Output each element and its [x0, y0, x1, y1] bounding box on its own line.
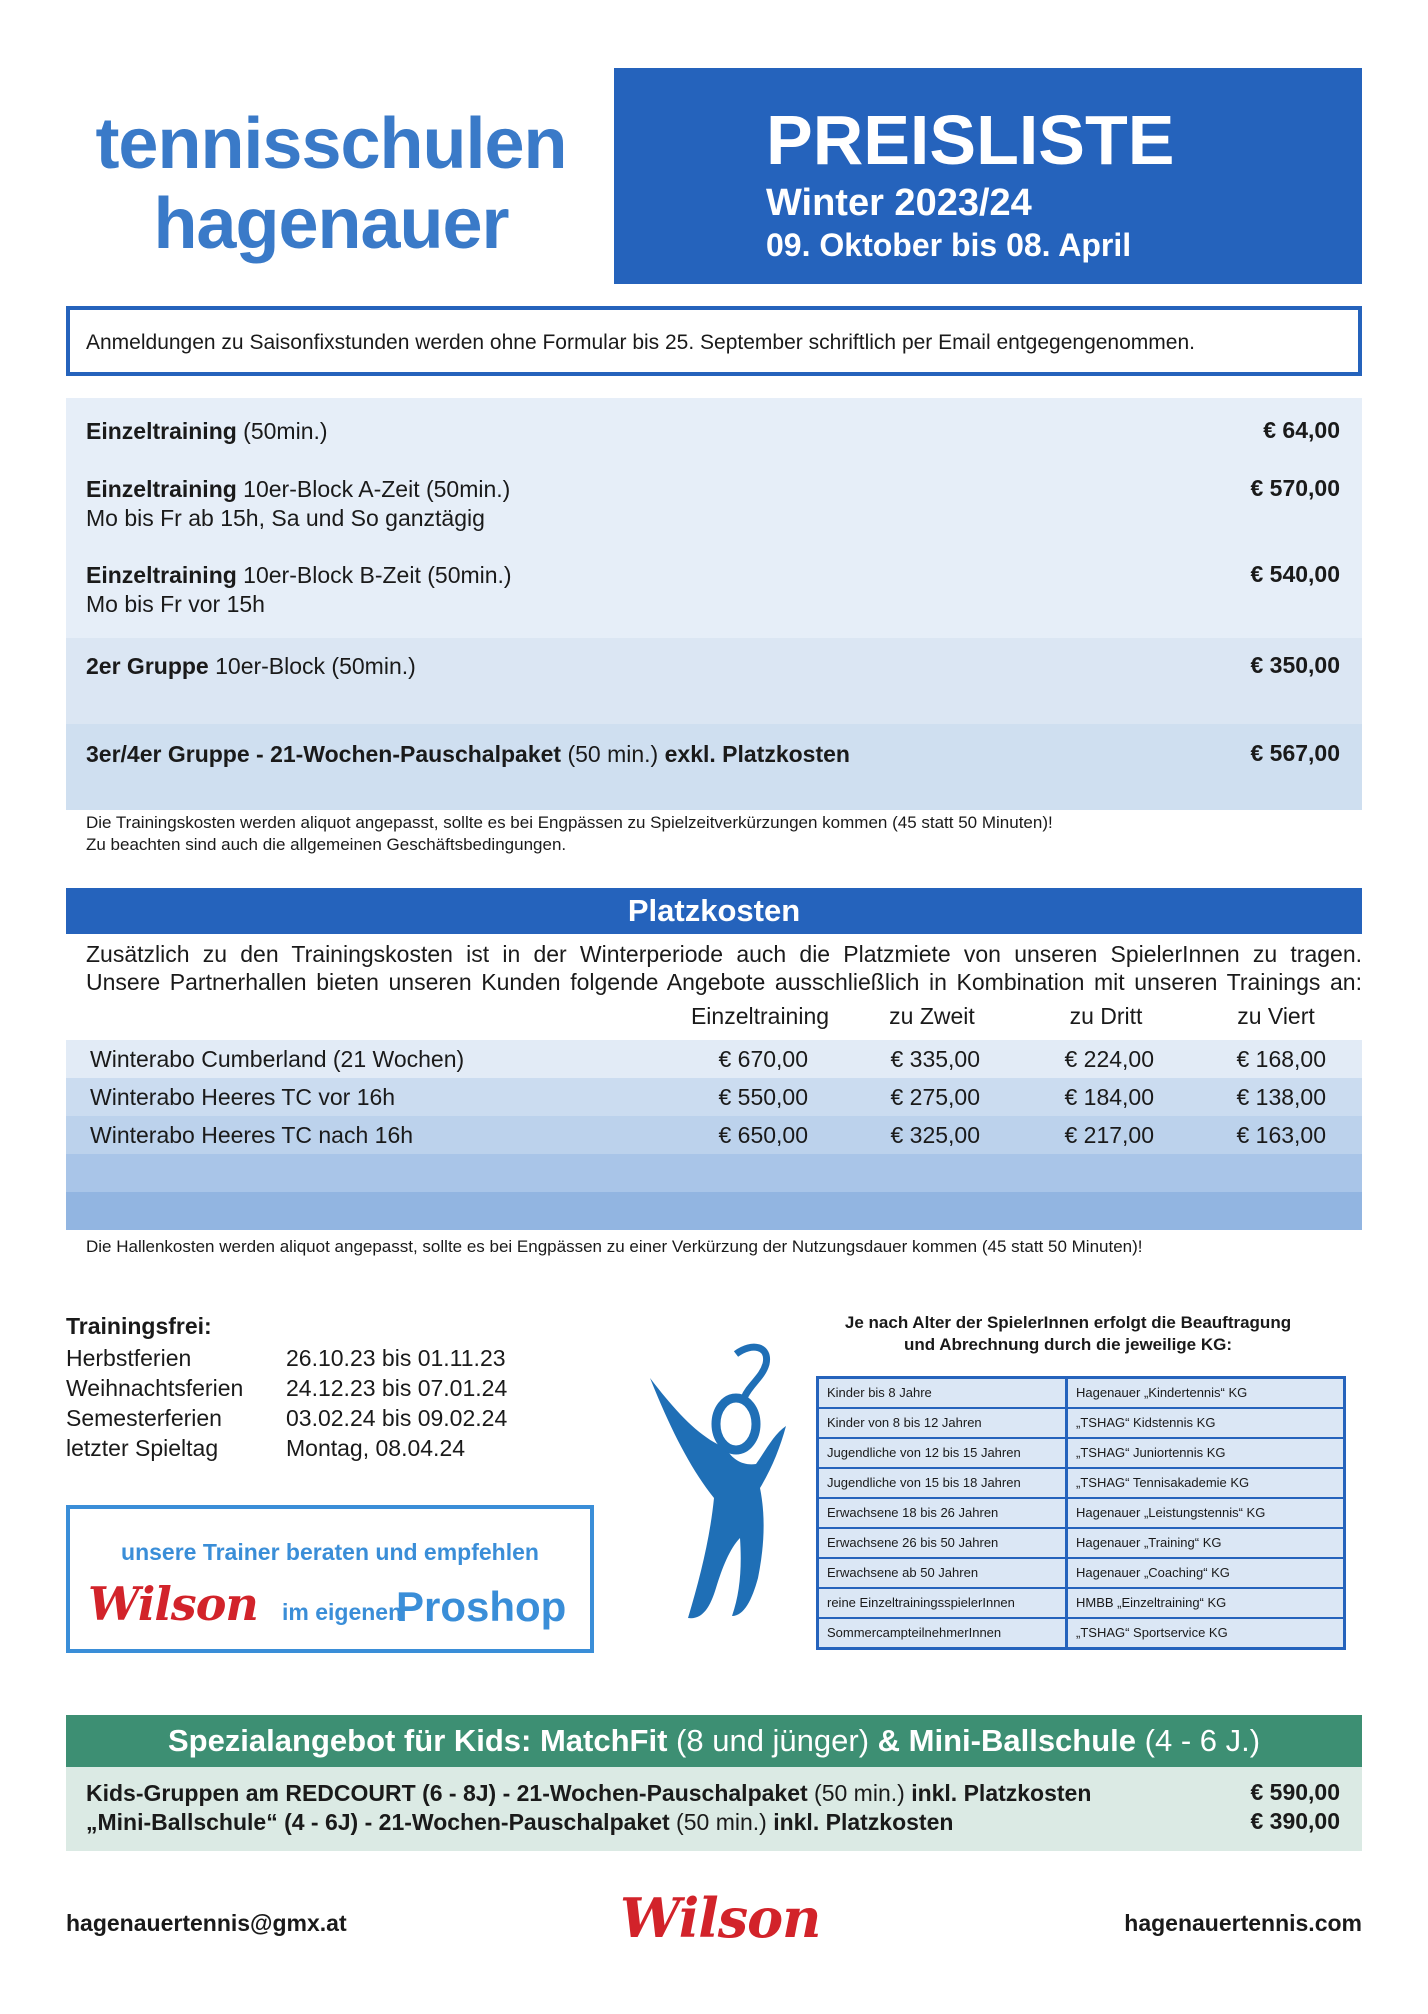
tennis-player-icon	[640, 1338, 790, 1628]
col-header-zweit: zu Zweit	[889, 1003, 975, 1029]
table-row: Kinder bis 8 Jahre Hagenauer „Kindertennis“ KG	[819, 1379, 1343, 1407]
col-header-viert: zu Viert	[1237, 1003, 1315, 1029]
table-row: Winterabo Heeres TC vor 16h € 550,00 € 275,00 € 184,00 € 138,00	[66, 1078, 1362, 1116]
trainer-line: unsere Trainer beraten und empfehlen	[121, 1539, 539, 1565]
table-row-empty	[66, 1192, 1362, 1230]
table-row: Erwachsene ab 50 Jahren Hagenauer „Coaching“ KG	[819, 1559, 1343, 1587]
price-band-2	[66, 638, 1362, 724]
kg-heading: Je nach Alter der SpielerInnen erfolgt die Beauftragung und Abrechnung durch die jeweilige KG:	[844, 1313, 1292, 1354]
hero-banner	[614, 68, 1362, 284]
special-row-1-price: € 390,00	[1250, 1808, 1340, 1834]
notice-text: Anmeldungen zu Saisonfixstunden werden ohne Formular bis 25. September schriftlich per Email entgegengenommen.	[86, 331, 1195, 354]
proshop-box	[66, 1505, 594, 1653]
price-row-2-price: € 540,00	[1250, 561, 1340, 587]
table-row-empty	[66, 1154, 1362, 1192]
registration-notice	[66, 306, 1362, 376]
training-note-2: Zu beachten sind auch die allgemeinen Geschäftsbedingungen.	[86, 835, 567, 854]
table-row: Jugendliche von 15 bis 18 Jahren „TSHAG“ Tennisakademie KG	[819, 1469, 1343, 1497]
price-row-2-label: Einzeltraining 10er-Block B-Zeit (50min.) Mo bis Fr vor 15h	[86, 562, 512, 617]
special-row-0-label: Kids-Gruppen am REDCOURT (6 - 8J) - 21-Wochen-Pauschalpaket (50 min.) inkl. Platzkosten	[86, 1780, 1092, 1806]
footer-website[interactable]: hagenauertennis.com	[1124, 1910, 1362, 1936]
table-row: SommercampteilnehmerInnen „TSHAG“ Sportservice KG	[819, 1619, 1343, 1647]
kg-table	[816, 1376, 1346, 1650]
col-header-dritt: zu Dritt	[1069, 1003, 1143, 1029]
trainingsfrei-heading: Trainingsfrei:	[66, 1313, 212, 1339]
price-row-4-label: 3er/4er Gruppe - 21-Wochen-Pauschalpaket (50 min.) exkl. Platzkosten	[86, 741, 850, 767]
price-row-1-price: € 570,00	[1250, 475, 1340, 501]
hero-range: 09. Oktober bis 08. April	[766, 227, 1132, 263]
trainingsfrei-values: 26.10.23 bis 01.11.23 24.12.23 bis 07.01.24 03.02.24 bis 09.02.24 Montag, 08.04.24	[286, 1345, 508, 1461]
table-row: Erwachsene 26 bis 50 Jahren Hagenauer „Training“ KG	[819, 1529, 1343, 1557]
brand-line-1: tennisschulen	[95, 104, 567, 184]
wilson-logo: Wilson	[88, 1577, 258, 1631]
price-row-3-price: € 350,00	[1250, 652, 1340, 678]
price-row-1-label: Einzeltraining 10er-Block A-Zeit (50min.) Mo bis Fr ab 15h, Sa und So ganztägig	[86, 476, 511, 531]
price-row-0-label: Einzeltraining (50min.)	[86, 418, 328, 444]
hallen-note: Die Hallenkosten werden aliquot angepasst, sollte es bei Engpässen zu einer Verkürzung der Nutzungsdauer kommen (45 statt 50 Minuten)!	[86, 1237, 1143, 1256]
table-row: reine EinzeltrainingsspielerInnen HMBB „Einzeltraining“ KG	[819, 1589, 1343, 1617]
table-row: Winterabo Cumberland (21 Wochen) € 670,00 € 335,00 € 224,00 € 168,00	[66, 1040, 1362, 1078]
price-row-0-price: € 64,00	[1263, 417, 1340, 443]
trainingsfrei-labels: Herbstferien Weihnachtsferien Semesterferien letzter Spieltag	[66, 1345, 244, 1461]
im-eigenen-text: im eigenen	[282, 1599, 403, 1625]
special-row-1-label: „Mini-Ballschule“ (4 - 6J) - 21-Wochen-Pauschalpaket (50 min.) inkl. Platzkosten	[86, 1809, 954, 1835]
price-row-3-label: 2er Gruppe 10er-Block (50min.)	[86, 653, 416, 679]
table-row: Kinder von 8 bis 12 Jahren „TSHAG“ Kidstennis KG	[819, 1409, 1343, 1437]
brand-logo	[66, 104, 596, 264]
footer-wilson-logo: Wilson	[620, 1886, 821, 1950]
platzkosten-intro: Zusätzlich zu den Trainingskosten ist in der Winterperiode auch die Platzmiete von unseren SpielerInnen zu tragen. Unsere Partnerhallen bieten unseren Kunden folgende Angebote ausschließlich in Kombination mit unseren Trainings an:	[86, 941, 1362, 995]
price-row-4-price: € 567,00	[1250, 740, 1340, 766]
footer-email[interactable]: hagenauertennis@gmx.at	[66, 1910, 347, 1936]
proshop-text: Proshop	[396, 1583, 567, 1630]
platzkosten-heading: Platzkosten	[66, 888, 1362, 934]
hero-season: Winter 2023/24	[766, 182, 1032, 224]
hero-title: PREISLISTE	[766, 101, 1175, 179]
training-note-1: Die Trainingskosten werden aliquot angepasst, sollte es bei Engpässen zu Spielzeitverkürzungen kommen (45 statt 50 Minuten)!	[86, 813, 1053, 832]
table-row: Jugendliche von 12 bis 15 Jahren „TSHAG“ Juniortennis KG	[819, 1439, 1343, 1467]
col-header-einzel: Einzeltraining	[690, 1003, 830, 1029]
table-row: Winterabo Heeres TC nach 16h € 650,00 € 325,00 € 217,00 € 163,00	[66, 1116, 1362, 1154]
table-row: Erwachsene 18 bis 26 Jahren Hagenauer „Leistungstennis“ KG	[819, 1499, 1343, 1527]
brand-line-2: hagenauer	[153, 184, 509, 264]
special-row-0-price: € 590,00	[1250, 1779, 1340, 1805]
special-offer-heading: Spezialangebot für Kids: MatchFit (8 und jünger) & Mini-Ballschule (4 - 6 J.)	[66, 1715, 1362, 1767]
